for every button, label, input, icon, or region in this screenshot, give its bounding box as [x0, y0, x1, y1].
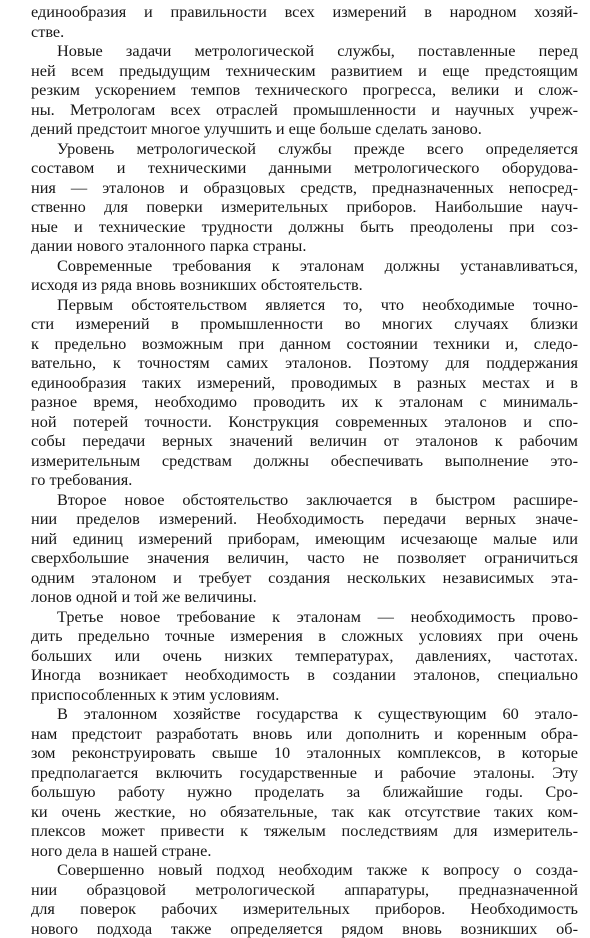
paragraph — [31, 41, 578, 139]
text-line: нового подхода также определяется рядом вновь возникших об- — [31, 919, 578, 938]
text-line: составом и техническими данными метрологического оборудова- — [31, 158, 578, 178]
text-line: Новые задачи метрологической службы, поставленные перед — [31, 41, 578, 61]
text-line: Второе новое обстоятельство заключается в быстром расшире- — [31, 490, 578, 510]
text-line: собы передачи верных значений величин от эталонов к рабочим — [31, 431, 578, 451]
paragraph — [31, 490, 578, 607]
text-line: ной потерей точности. Конструкция современных эталонов и спо- — [31, 412, 578, 432]
text-line: предполагается включить государственные и рабочие эталоны. Эту — [31, 763, 578, 783]
paragraph — [31, 256, 578, 295]
text-line: приспособленных к этим условиям. — [31, 685, 578, 705]
text-line: исходя из ряда вновь возникших обстоятельств. — [31, 275, 578, 295]
text-line: Первым обстоятельством является то, что необходимые точно- — [31, 295, 578, 315]
text-line: вательно, к точностям самих эталонов. Поэтому для поддержания — [31, 353, 578, 373]
text-line: ней всем предыдущим техническим развитием и еще предстоящим — [31, 61, 578, 81]
text-line: нии пределов измерений. Необходимость передачи верных значе- — [31, 509, 578, 529]
text-line: ственно для поверки измерительных приборов. Наибольшие науч- — [31, 197, 578, 217]
text-line: дании нового эталонного парка страны. — [31, 236, 578, 256]
text-line: ний единиц измерений приборам, имеющим исчезающе малые или — [31, 529, 578, 549]
text-line: сти измерений в промышленности во многих случаях близки — [31, 314, 578, 334]
text-line: Совершенно новый подход необходим также к вопросу о созда- — [31, 860, 578, 880]
text-line: Иногда возникает необходимость в создании эталонов, специально — [31, 665, 578, 685]
text-line: го требования. — [31, 470, 578, 490]
paragraph — [31, 139, 578, 256]
text-line: одним эталоном и требует создания нескольких независимых эта- — [31, 568, 578, 588]
text-line: ные и технические трудности должны быть преодолены при соз- — [31, 217, 578, 237]
text-line: стве. — [31, 22, 578, 42]
paragraph — [31, 295, 578, 490]
text-line: измерительным средствам должны обеспечивать выполнение это- — [31, 451, 578, 471]
text-line: большую работу нужно проделать за ближайшие годы. Сро- — [31, 782, 578, 802]
text-line: единообразия таких измерений, проводимых в разных местах и в — [31, 373, 578, 393]
text-line: лонов одной и той же величины. — [31, 587, 578, 607]
text-line: нам предстоит разработать вновь или дополнить и коренным обра- — [31, 724, 578, 744]
text-line: ки очень жесткие, но обязательные, так как отсутствие таких ком- — [31, 802, 578, 822]
text-line: дений предстоит многое улучшить и еще больше сделать заново. — [31, 119, 578, 139]
text-line: единообразия и правильности всех измерений в народном хозяй- — [31, 2, 578, 22]
text-line: зом реконструировать свыше 10 эталонных комплексов, в которые — [31, 743, 578, 763]
text-line: нии образцовой метрологической аппаратуры, предназначенной — [31, 880, 578, 900]
text-line: дить предельно точные измерения в сложных условиях при очень — [31, 626, 578, 646]
text-line: ния — эталонов и образцовых средств, предназначенных непосред- — [31, 178, 578, 198]
text-line: к предельно возможным при данном состоянии техники и, следо- — [31, 334, 578, 354]
text-line: сверхбольшие значения величин, часто не позволяет ограничиться — [31, 548, 578, 568]
text-line: Третье новое требование к эталонам — необходимость прово- — [31, 607, 578, 627]
paragraph — [31, 607, 578, 705]
text-line: резким ускорением темпов технического прогресса, велики и слож- — [31, 80, 578, 100]
text-line: больших или очень низких температурах, давлениях, частотах. — [31, 646, 578, 666]
text-line: Уровень метрологической службы прежде всего определяется — [31, 139, 578, 159]
paragraph — [31, 860, 578, 938]
paragraph-continuation — [31, 2, 578, 41]
text-line: ного дела в нашей стране. — [31, 841, 578, 861]
text-line: разное время, необходимо проводить их к эталонам с минималь- — [31, 392, 578, 412]
text-line: В эталонном хозяйстве государства к существующим 60 этало- — [31, 704, 578, 724]
paragraph — [31, 704, 578, 860]
text-line: ны. Метрологам всех отраслей промышленности и научных учреж- — [31, 100, 578, 120]
text-line: плексов может привести к тяжелым последствиям для измеритель- — [31, 821, 578, 841]
text-line: для поверок рабочих измерительных приборов. Необходимость — [31, 899, 578, 919]
text-line: Современные требования к эталонам должны устанавливаться, — [31, 256, 578, 276]
